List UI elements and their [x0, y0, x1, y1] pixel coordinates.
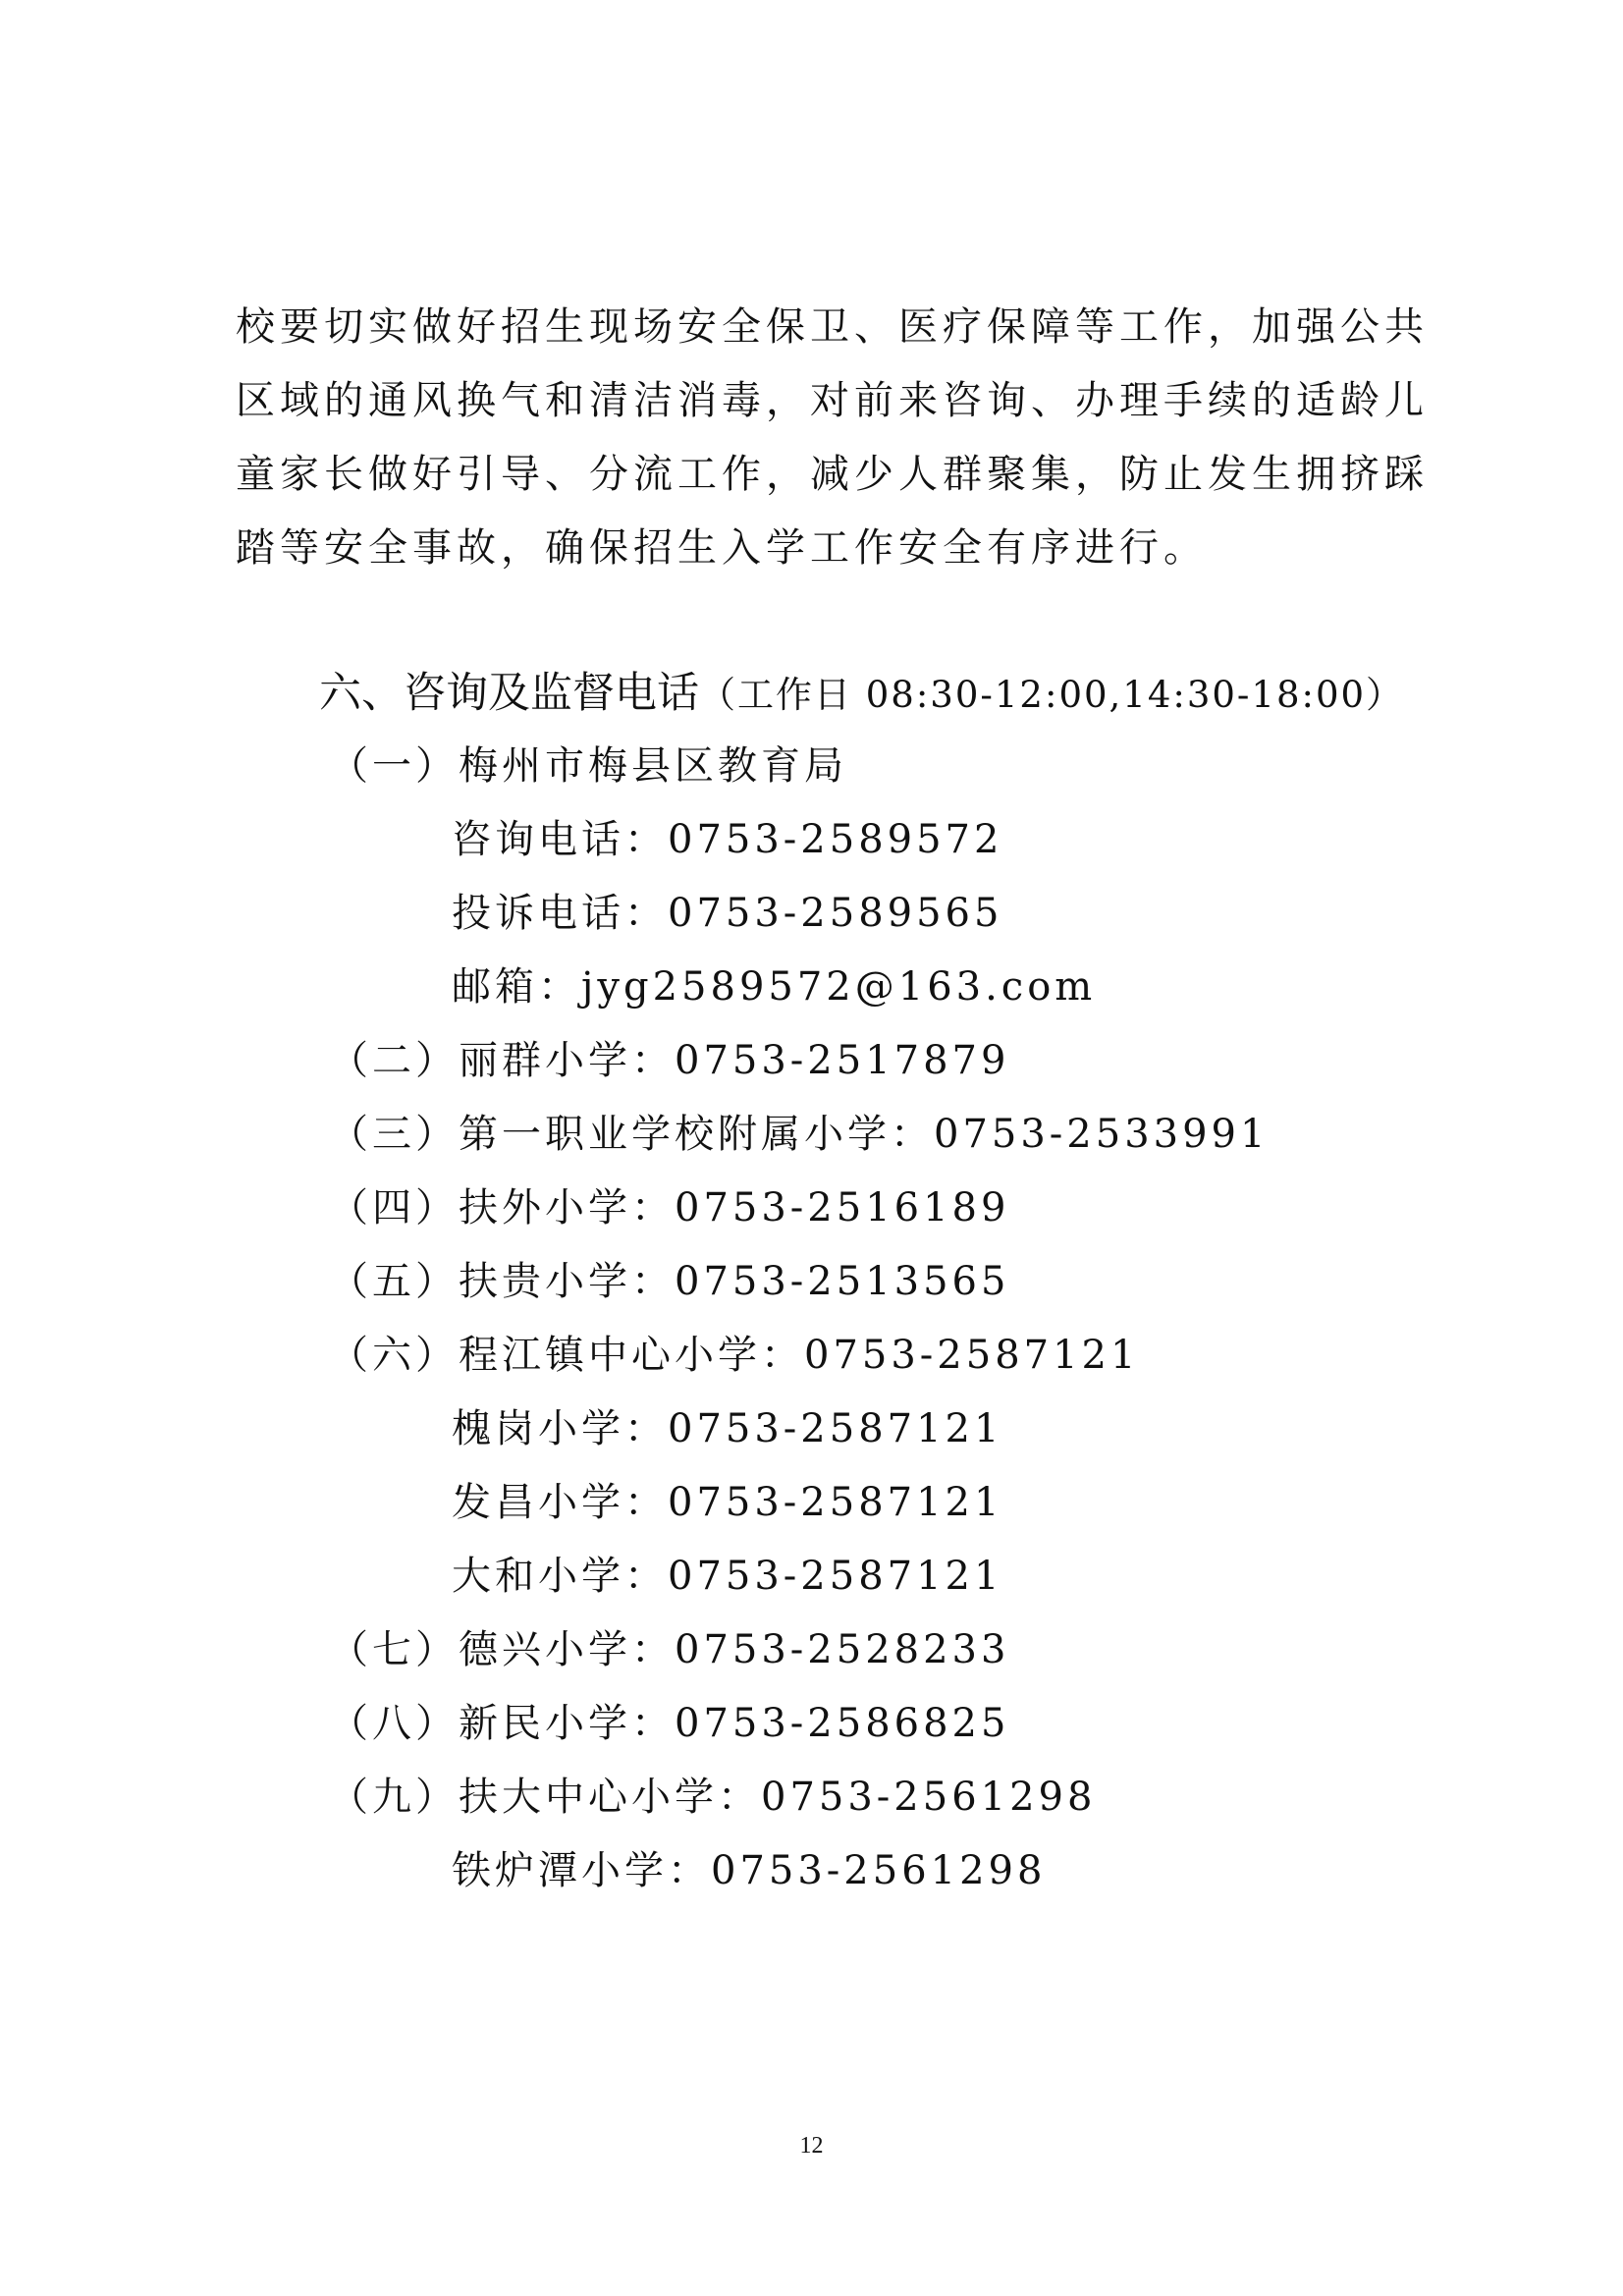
contact-xinmin-school: （八）新民小学：0753-2586825	[329, 1701, 1010, 1746]
contact-fachang-school: 发昌小学：0753-2587121	[452, 1480, 1003, 1525]
body-paragraph	[236, 291, 1429, 585]
contact-education-bureau: （一）梅州市梅县区教育局	[329, 743, 847, 789]
section-title: 六、咨询及监督电话	[319, 669, 699, 718]
contact-fuwai-school: （四）扶外小学：0753-2516189	[329, 1185, 1010, 1230]
contact-dexing-school: （七）德兴小学：0753-2528233	[329, 1627, 1010, 1672]
paragraph-line-4: 踏等安全事故，确保招生入学工作安全有序进行。	[236, 525, 1208, 571]
section-heading	[319, 664, 1404, 725]
paragraph-line-1: 校要切实做好招生现场安全保卫、医疗保障等工作，加强公共	[236, 304, 1429, 350]
contact-dahe-school: 大和小学：0753-2587121	[452, 1554, 1003, 1599]
paragraph-line-2: 区域的通风换气和清洁消毒，对前来咨询、办理手续的适龄儿	[236, 378, 1429, 423]
contact-vocational-affiliated-school: （三）第一职业学校附属小学：0753-2533991	[329, 1112, 1270, 1157]
contact-email: 邮箱：jyg2589572@163.com	[452, 964, 1097, 1010]
contact-fuda-center-school: （九）扶大中心小学：0753-2561298	[329, 1775, 1097, 1820]
contact-huaigang-school: 槐岗小学：0753-2587121	[452, 1406, 1003, 1451]
paragraph-line-3: 童家长做好引导、分流工作，减少人群聚集，防止发生拥挤踩	[236, 452, 1429, 497]
contact-fugui-school: （五）扶贵小学：0753-2513565	[329, 1259, 1010, 1304]
contact-chengjiang-center-school: （六）程江镇中心小学：0753-2587121	[329, 1333, 1140, 1378]
section-hours: （工作日 08:30-12:00,14:30-18:00）	[699, 674, 1405, 716]
contact-liqun-school: （二）丽群小学：0753-2517879	[329, 1038, 1010, 1083]
contact-complaint-phone: 投诉电话：0753-2589565	[452, 891, 1003, 936]
contact-consult-phone: 咨询电话：0753-2589572	[452, 817, 1003, 862]
page-number: 12	[799, 2133, 824, 2159]
contact-tieludan-school: 铁炉潭小学：0753-2561298	[452, 1848, 1047, 1893]
